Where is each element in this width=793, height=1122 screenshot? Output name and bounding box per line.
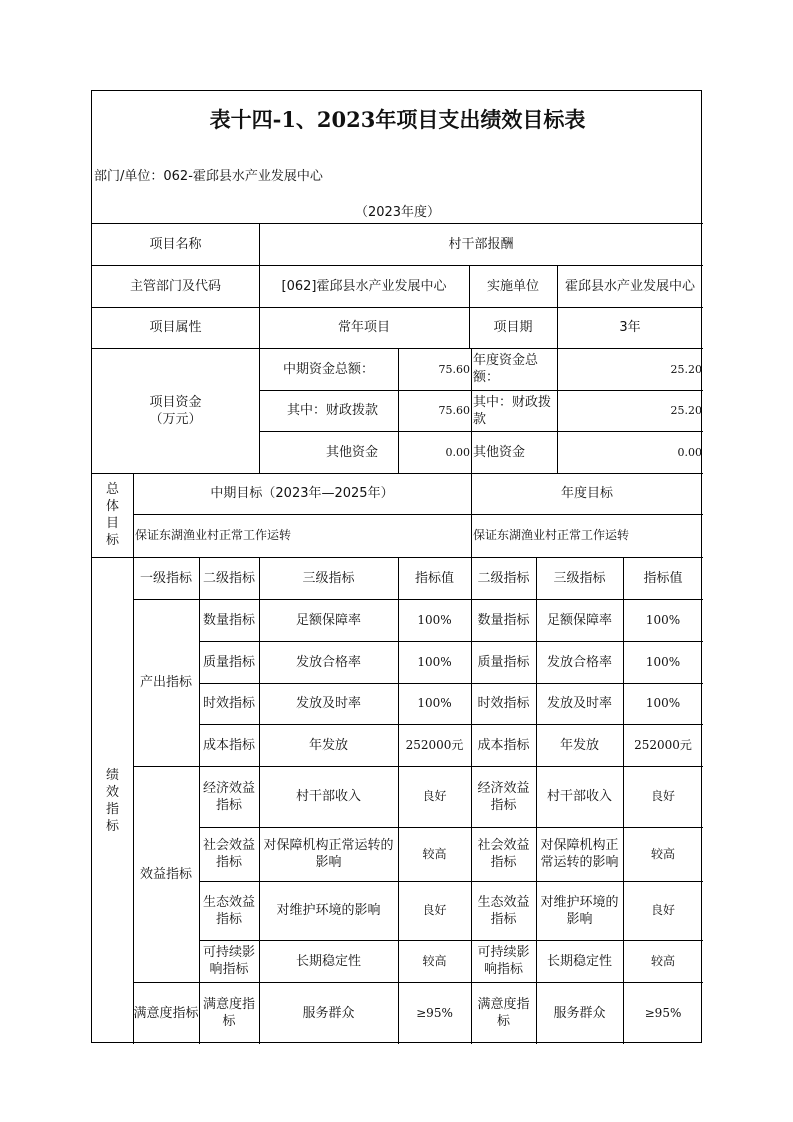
indicator-l3b: 服务群众 bbox=[553, 1005, 606, 1021]
indicator-l2b: 经济效益 指标 bbox=[477, 780, 530, 813]
indicator-valb: 100% bbox=[645, 654, 681, 669]
indicator-l2b: 生态效益 指标 bbox=[477, 894, 530, 927]
indicator-l3: 对维护环境的影响 bbox=[276, 903, 381, 918]
indicator-l3: 发放及时率 bbox=[295, 696, 361, 711]
indicator-l2: 质量指标 bbox=[202, 654, 255, 670]
fiscal-year: （2023年度） bbox=[354, 204, 441, 220]
satisfaction-label: 满意度指标 bbox=[133, 1005, 199, 1021]
mid-other-value: 0.00 bbox=[445, 445, 470, 459]
indicator-val: 252000元 bbox=[405, 737, 464, 752]
indicator-l2b: 质量指标 bbox=[477, 654, 530, 670]
goals-label: 总 体 目 标 bbox=[105, 482, 119, 548]
indicator-valb: 良好 bbox=[650, 789, 675, 803]
indicator-l2: 满意度指 标 bbox=[202, 997, 255, 1029]
attr-value: 常年项目 bbox=[337, 320, 390, 335]
mid-goal-text: 保证东湖渔业村正常工作运转 bbox=[135, 528, 292, 542]
indicator-l2: 可持续影 响指标 bbox=[202, 945, 255, 977]
indicator-val: 100% bbox=[417, 696, 452, 710]
indicator-valb: 252000元 bbox=[634, 737, 692, 752]
indicator-val: 100% bbox=[417, 612, 452, 627]
indicator-l2b: 时效指标 bbox=[477, 696, 530, 711]
impl-value: 霍邱县水产业发展中心 bbox=[564, 278, 695, 294]
header-l2b: 二级指标 bbox=[477, 570, 530, 586]
project-name-label: 项目名称 bbox=[149, 236, 202, 252]
output-label: 产出指标 bbox=[139, 675, 192, 690]
indicator-l2: 生态效益 指标 bbox=[202, 894, 255, 927]
indicator-l3b: 年发放 bbox=[559, 737, 599, 753]
funds-label: 项目资金 （万元） bbox=[149, 394, 202, 427]
mid-total-label: 中期资金总额： bbox=[282, 361, 374, 377]
mid-fiscal-label: 其中：财政拨款 bbox=[286, 403, 378, 418]
indicator-l3: 对保障机构正常运转的 影响 bbox=[263, 838, 394, 870]
indicator-val: 良好 bbox=[422, 903, 447, 917]
benefit-label: 效益指标 bbox=[139, 866, 192, 882]
department-line: 部门/单位：062-霍邱县水产业发展中心 bbox=[94, 168, 323, 184]
indicator-l2: 成本指标 bbox=[202, 737, 255, 753]
indicator-valb: 较高 bbox=[650, 846, 675, 861]
indicator-valb: ≥95% bbox=[644, 1005, 682, 1020]
indicator-l3b: 足额保障率 bbox=[546, 612, 612, 628]
indicator-l2b: 满意度指 标 bbox=[477, 997, 530, 1029]
indicator-l3b: 对维护环境的 影响 bbox=[540, 894, 619, 927]
perf-label: 绩 效 指 标 bbox=[105, 767, 119, 834]
year-goal-header: 年度目标 bbox=[560, 486, 613, 501]
year-total-value: 25.20 bbox=[670, 362, 702, 376]
mid-goal-header: 中期目标（2023年—2025年） bbox=[210, 486, 394, 501]
indicator-l3: 发放合格率 bbox=[295, 654, 361, 670]
period-label: 项目期 bbox=[493, 320, 533, 335]
indicator-l3: 长期稳定性 bbox=[295, 953, 361, 969]
page-title: 表十四-1、2023年项目支出绩效目标表 bbox=[209, 107, 586, 132]
impl-label: 实施单位 bbox=[486, 278, 539, 294]
indicator-l3b: 长期稳定性 bbox=[546, 953, 612, 969]
indicator-valb: 良好 bbox=[650, 903, 675, 917]
mid-total-value: 75.60 bbox=[438, 362, 470, 376]
header-l1: 一级指标 bbox=[139, 570, 192, 586]
header-l2: 二级指标 bbox=[202, 570, 255, 586]
indicator-val: 较高 bbox=[422, 846, 447, 861]
indicator-val: 较高 bbox=[422, 953, 447, 968]
indicator-l3: 服务群众 bbox=[302, 1005, 355, 1021]
year-other-value: 0.00 bbox=[677, 445, 702, 459]
header-val: 指标值 bbox=[414, 570, 454, 586]
indicator-valb: 100% bbox=[645, 612, 681, 627]
year-fiscal-label: 其中：财政拨款 bbox=[473, 394, 552, 427]
indicator-l2: 数量指标 bbox=[202, 612, 255, 628]
header-valb: 指标值 bbox=[643, 570, 683, 586]
period-value: 3年 bbox=[619, 320, 641, 335]
indicator-l3: 年发放 bbox=[308, 737, 348, 753]
indicator-l3b: 对保障机构正 常运转的影响 bbox=[540, 838, 619, 870]
indicator-l3b: 村干部收入 bbox=[546, 789, 612, 804]
attr-label: 项目属性 bbox=[149, 320, 202, 335]
indicator-l2b: 数量指标 bbox=[477, 612, 530, 628]
mid-fiscal-value: 75.60 bbox=[438, 404, 470, 417]
indicator-l3: 足额保障率 bbox=[295, 612, 361, 628]
indicator-valb: 较高 bbox=[650, 953, 675, 968]
year-other-label: 其他资金 bbox=[473, 444, 526, 460]
year-total-label: 年度资金总额： bbox=[473, 353, 539, 385]
year-goal-text: 保证东湖渔业村正常工作运转 bbox=[473, 528, 630, 542]
mid-other-label: 其他资金 bbox=[325, 444, 378, 460]
indicator-l2b: 社会效益 指标 bbox=[477, 838, 530, 870]
indicator-l2b: 成本指标 bbox=[477, 737, 530, 753]
indicator-l2: 社会效益 指标 bbox=[202, 838, 255, 870]
indicator-val: ≥95% bbox=[416, 1005, 453, 1020]
indicator-val: 良好 bbox=[422, 789, 447, 803]
indicator-l2: 时效指标 bbox=[202, 696, 255, 711]
header-l3: 三级指标 bbox=[302, 570, 355, 586]
performance-table bbox=[91, 90, 702, 1043]
header-l3b: 三级指标 bbox=[553, 570, 606, 586]
indicator-l3b: 发放及时率 bbox=[546, 696, 612, 711]
indicator-l2: 经济效益 指标 bbox=[202, 780, 255, 813]
indicator-l3: 村干部收入 bbox=[295, 789, 361, 804]
dept-label: 主管部门及代码 bbox=[129, 278, 221, 294]
indicator-l3b: 发放合格率 bbox=[546, 654, 612, 670]
project-name: 村干部报酬 bbox=[448, 236, 514, 252]
dept-value: [062]霍邱县水产业发展中心 bbox=[281, 278, 447, 294]
indicator-valb: 100% bbox=[645, 696, 681, 710]
year-fiscal-value: 25.20 bbox=[670, 404, 702, 417]
indicator-val: 100% bbox=[417, 654, 452, 669]
indicator-l2b: 可持续影 响指标 bbox=[477, 945, 530, 977]
